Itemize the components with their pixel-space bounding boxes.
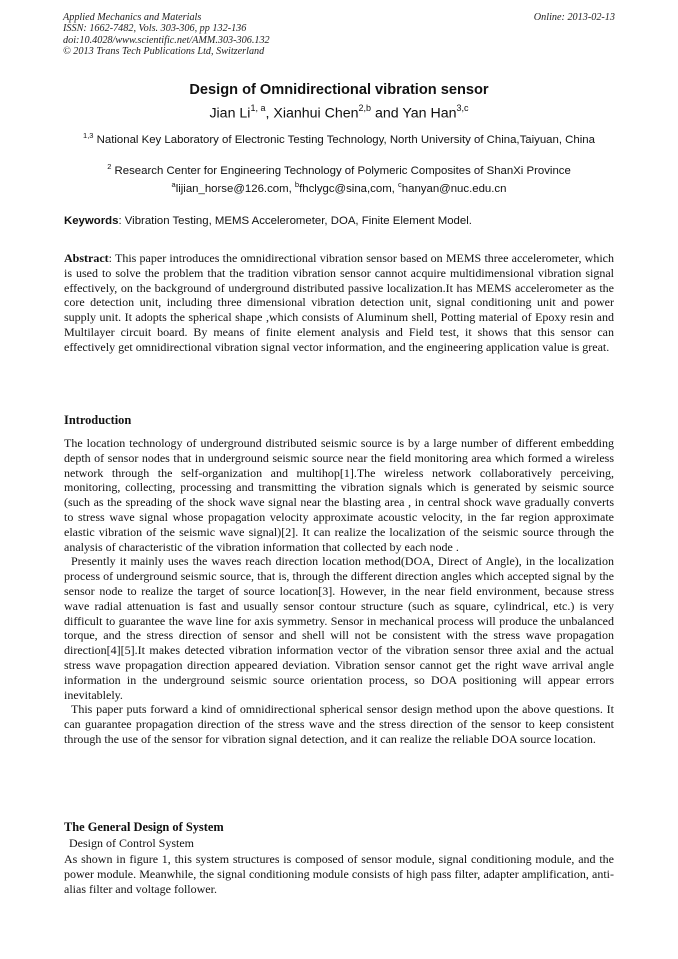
email-superscript: b [294,180,300,189]
affiliation-text: Research Center for Engineering Technology of Polymeric Composites of ShanXi Province [114,164,571,177]
affiliation-text: National Key Laboratory of Electronic Testing Technology, North University of China,Taiyuan, China [96,133,595,146]
journal-header [63,12,615,57]
author-superscript: 1, a [250,103,266,113]
author-name: Xianhui Chen [273,105,359,122]
affiliation-superscript: 1,3 [83,131,94,140]
email-text: hanyan@nuc.edu.cn [401,182,507,195]
abstract-text: : This paper introduces the omnidirectional vibration sensor based on MEMS three accelerometer, which is used to solve the problem that the tradition vibration sensor cannot acquire multidimensional vibration signal effectively, on the background of underground distributed passive localization.It has MEMS accelerometer as the core detection unit, including three dimensional vibration detection unit, signal conditioning unit and power supply unit. It adopts the spherical shape ,which consists of Aluminum shell, Potting material of Epoxy resin and Multilayer circuit board. By means of finite element analysis and Field test, it shows that this sensor can effectively get omnidirectional vibration signal vector information, and the engineering application value is great. [64,251,614,354]
paper-title: Design of Omnidirectional vibration sensor [189,82,489,98]
affiliation-superscript: 2 [107,162,112,171]
introduction-paragraph-2: Presently it mainly uses the waves reach direction location method(DOA, Direct of Angle), in the localization process of underground seismic source, that is, through the different direction angles which accepted signal by the sensor node to realize the target of source location[3]. However, in the near field environment, because stress wave radial attenuation is fast and usually sensor contour structure (such as square, cylindrical, etc.) is very difficult to guarantee the wave line for axis symmetry. Sensor in mechanical process will produce the unbalanced torque, and the stress direction of sensor and shell will not be consistent with the stress wave propagation direction[4][5].It makes detected vibration information vector of the vibration sensor three axial and the actual stress wave propagation direction appeared deviation. Vibration sensor cannot get the right wave arrival angle information in the underground seismic source orientation process, so DOA positioning will appear errors inevitablely. [64,554,614,702]
general-design-body [64,852,614,896]
copyright-line: © 2013 Trans Tech Publications Ltd, Switzerland [63,45,265,57]
email-text: lijian_horse@126.com, [175,182,295,195]
affiliation-1 [64,129,614,147]
issn-line: ISSN: 1662-7482, Vols. 303-306, pp 132-136 [63,23,247,35]
author-superscript: 2,b [358,103,372,113]
general-design-paragraph-1: As shown in figure 1, this system structures is composed of sensor module, signal conditioning module, and the power module. Meanwhile, the signal conditioning module consists of high pass filter, adapter amplification, anti-alias filter and voltage follower. [64,852,614,896]
author-separator: and [371,105,403,122]
author-name: Yan Han [402,105,457,122]
abstract-section [64,251,614,355]
author-superscript: 3,c [456,103,469,113]
author-emails [0,180,678,195]
email-superscript: c [398,180,402,189]
abstract-label: Abstract [64,251,109,265]
email-superscript: a [171,180,176,189]
email-text: fhclygc@sina,com, [299,182,399,195]
introduction-paragraph-3: This paper puts forward a kind of omnidirectional spherical sensor design method upon the above questions. It can guarantee propagation direction of the stress wave and the stress direction of the sensor to keep consistent through the use of the sensor for vibration signal detection, and it can realize the reliable DOA source location. [64,702,614,746]
doi-line: doi:10.4028/www.scientific.net/AMM.303-306.132 [63,34,270,46]
general-design-heading: The General Design of System [64,820,224,834]
introduction-body [64,436,614,747]
keywords-line [64,215,614,227]
author-name: Jian Li [209,105,251,122]
keywords-label: Keywords [64,215,119,227]
affiliation-2 [64,160,614,178]
online-date: Online: 2013-02-13 [533,12,615,23]
author-list [0,104,678,122]
keywords-text: : Vibration Testing, MEMS Accelerometer, DOA, Finite Element Model. [118,215,472,227]
author-separator: , [265,105,274,122]
introduction-heading: Introduction [64,413,132,427]
journal-name: Applied Mechanics and Materials [63,12,202,23]
introduction-paragraph-1: The location technology of underground distributed seismic source is by a large number of different embedding depth of sensor nodes that in underground seismic source near the field monitoring area which formed a wireless network through the self-organization and multihop[1].The wireless network collaboratively perceiving, monitoring, collecting, processing and transmitting the vibration signals which is generated by seismic source (such as the spreading of the shock wave signal near the blasting area , in central shock wave gradually converts to stress wave signal whose propagation velocity approximate acoustic velocity, in the far region approximate elastic vibration of the seismic wave signal)[2]. It can realize the localization of the seismic source through the analysis of characteristic of the vibration information that collected by each node . [64,436,614,554]
control-system-subheading: Design of Control System [69,836,194,850]
